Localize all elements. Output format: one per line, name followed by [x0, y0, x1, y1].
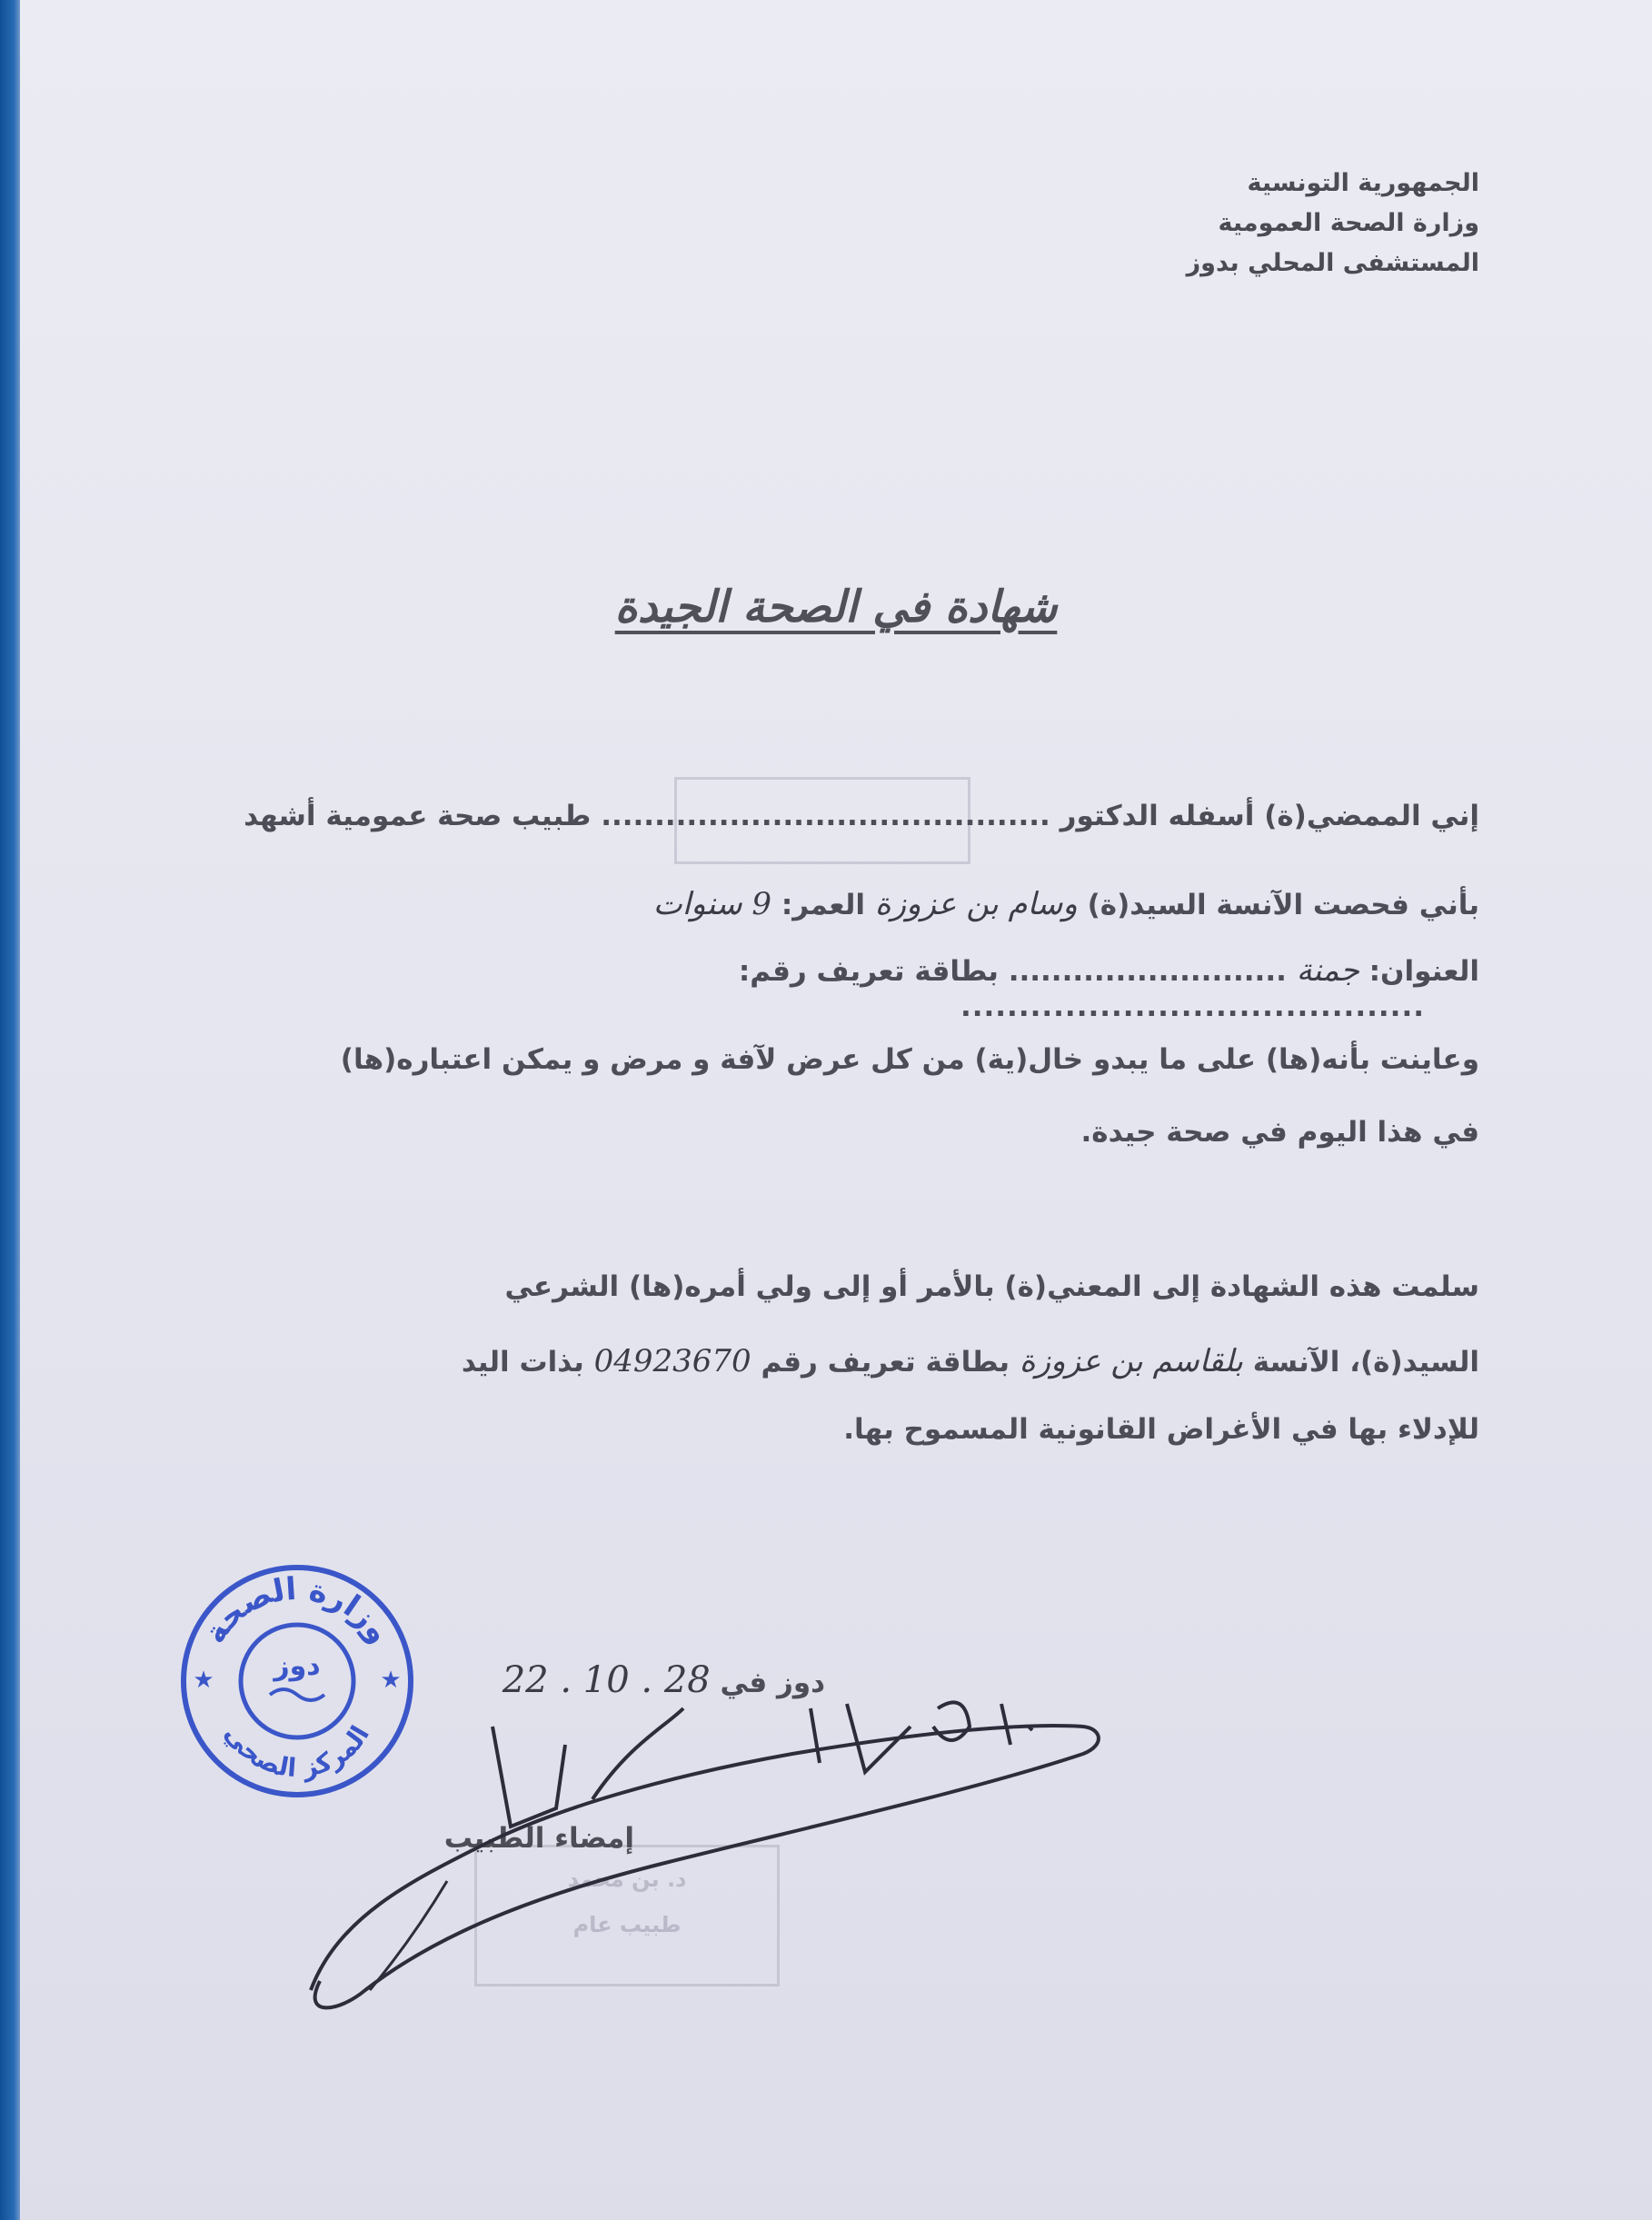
letterhead: [1187, 164, 1479, 284]
body-line-6: سلمت هذه الشهادة إلى المعني(ة) بالأمر أو إلى ولي أمره(ها) الشرعي: [504, 1270, 1479, 1303]
id-card-label: بطاقة تعريف رقم:: [738, 955, 999, 988]
signature-label: إمضاء الطبيب: [443, 1822, 634, 1855]
body-line-7: [462, 1343, 1479, 1379]
age-label: العمر:: [781, 889, 866, 921]
address-blank: ..........................: [1008, 955, 1287, 988]
letterhead-ministry: وزارة الصحة العمومية: [1218, 209, 1479, 237]
seal-center-text: دوز: [274, 1650, 321, 1682]
date-handwritten: 22 . 10 . 28: [502, 1659, 711, 1701]
body-line-3b: [960, 991, 1425, 1023]
letterhead-hospital: المستشفى المحلي بدوز: [1186, 249, 1479, 277]
body-line-3: [739, 952, 1479, 989]
patient-age-handwritten: 9 سنوات: [652, 886, 772, 922]
signature-stroke-main: [311, 1726, 1099, 2007]
date-label: دوز في: [720, 1667, 825, 1699]
body-line-5: في هذا اليوم في صحة جيدة.: [1080, 1116, 1479, 1149]
faint-stamp-title: طبيب عام: [572, 1912, 682, 1937]
seal-star-right-icon: ★: [380, 1667, 402, 1694]
guardian-id-handwritten: 04923670: [593, 1343, 751, 1379]
letterhead-republic: الجمهورية التونسية: [1247, 169, 1479, 197]
doctor-signature: [284, 1690, 1129, 2036]
body-line-2: [653, 886, 1479, 922]
seal-bottom-text: المركز الصحي: [218, 1718, 375, 1784]
doctor-name-blank: ..........................................: [601, 800, 1050, 832]
signature-stroke-2: [493, 1727, 565, 1827]
signature-stroke-5: [370, 1881, 447, 1990]
body-line-1-end: طبيب صحة عمومية أشهد: [244, 800, 592, 832]
body-line-8: للإدلاء بها في الأغراض القانونية المسموح بها.: [843, 1413, 1479, 1446]
body-line-2-start: بأني فحصت الآنسة السيد(ة): [1087, 889, 1479, 921]
certificate-title: شهادة في الصحة الجيدة: [614, 582, 1058, 632]
body-line-7-end: بذات اليد: [461, 1346, 584, 1379]
guardian-name-handwritten: بلقاسم بن عزوزة: [1019, 1343, 1243, 1379]
address-handwritten: جمنة: [1296, 952, 1359, 989]
body-line-1: [244, 800, 1479, 832]
body-line-7-start: السيد(ة)، الآنسة: [1252, 1346, 1479, 1379]
id-card-blank: ........................................: [960, 991, 1425, 1023]
body-line-4: وعاينت بأنه(ها) على ما يبدو خال(ية) من كل عرض لآفة و مرض و يمكن اعتباره(ها): [340, 1043, 1479, 1076]
patient-name-handwritten: وسام بن عزوزة: [874, 886, 1078, 922]
signature-stroke-3: [592, 1708, 683, 1799]
faint-stamp-name: د. بن محمد: [567, 1867, 687, 1892]
seal-star-left-icon: ★: [193, 1667, 214, 1694]
body-line-1-start: إني الممضي(ة) أسفله الدكتور: [1060, 800, 1479, 832]
signature-stroke-4: [811, 1702, 1032, 1772]
guardian-id-label: بطاقة تعريف رقم: [761, 1346, 1010, 1379]
address-label: العنوان:: [1368, 955, 1479, 988]
certificate-page: [20, 0, 1652, 2220]
seal-top-text: وزارة الصحة: [196, 1570, 398, 1650]
